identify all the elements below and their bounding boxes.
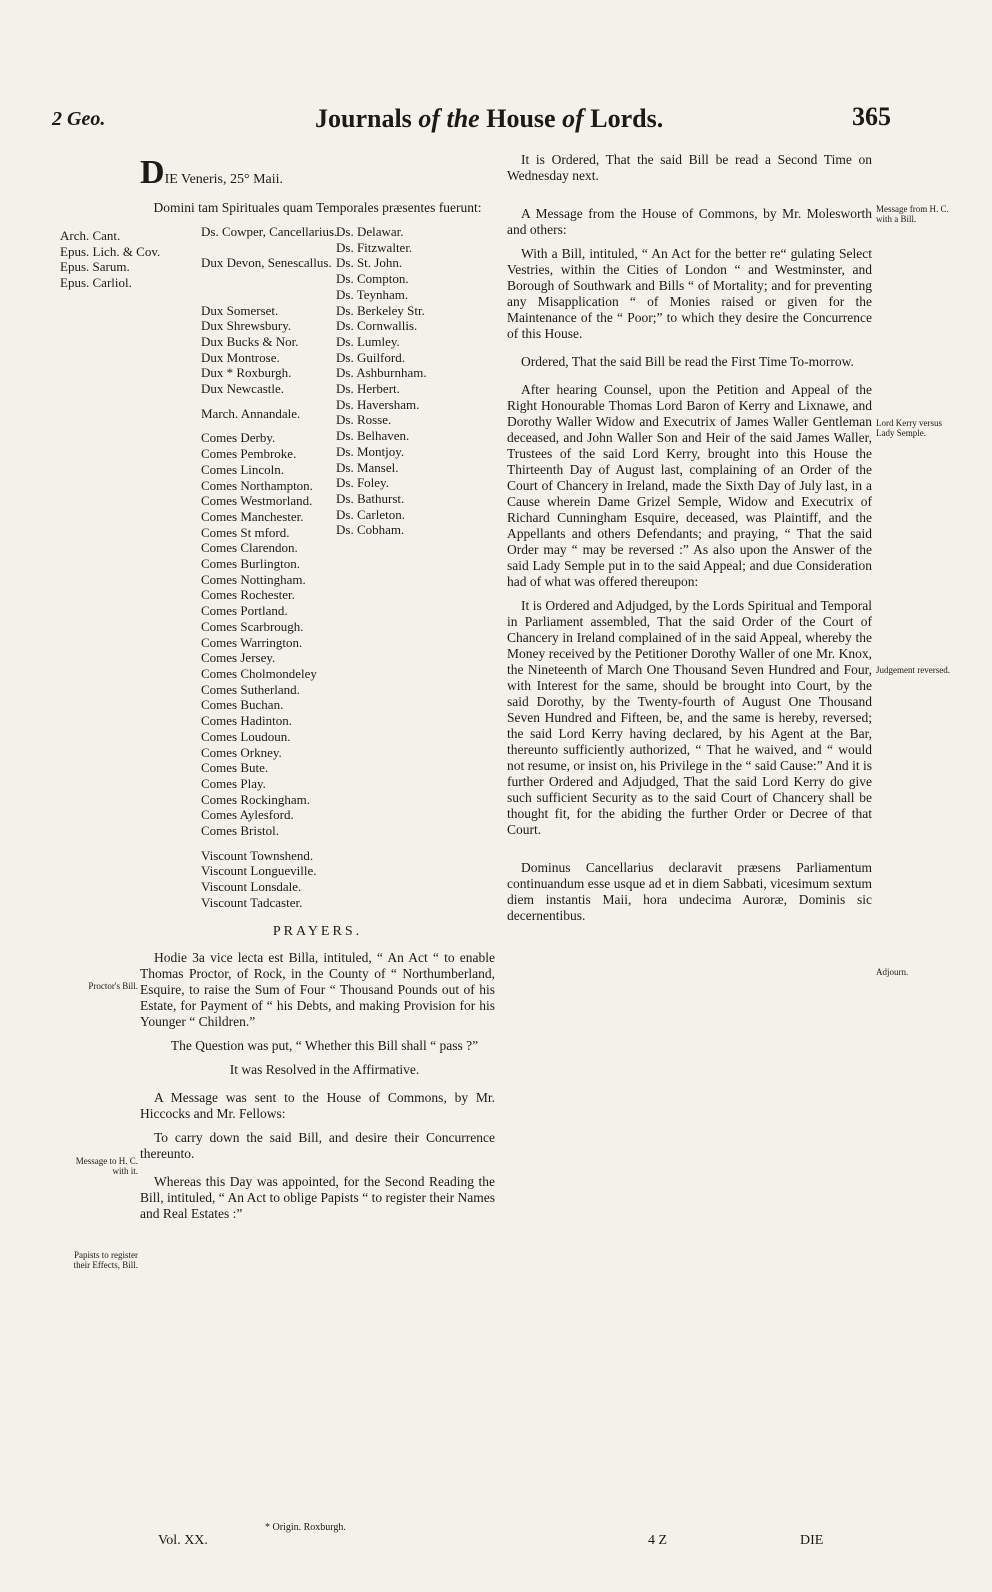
paragraph-judgement: It is Ordered and Adjudged, by the Lords Spiritual and Temporal in Parliament assembled, That the said Order of the Court of Chancery in Ireland complained of in the said Appeal, whereby the Money received by the Petitioner Dorothy Waller of one Mr. Knox, the Nineteenth of March One Thousand Seven Hundred and Four, with Interest for the same, should be brought into Court, by the said Dorothy, by the Twenty-fourth of August One Thousand Seven Hundred and Fifteen, be, and the same is hereby, reversed; the said Lord Kerry having declared, by his Agent at the Bar, thereunto sufficiently authorized, “ That he waived, and “ would not resume, or insist on, his Privilege in the “ said Cause:” And it is further Ordered and Adjudged, That the said Lord Kerry do give such sufficient Security as to the said Court of Chancery shall be thought fit, for the abiding the further Order or Decree of that Court. (507, 598, 872, 837)
peers_col2-entry: Comes Loudoun. (201, 728, 291, 744)
paragraph-vestries-bill: With a Bill, intituled, “ An Act for the better re“ gulating Select Vestries, within the Cities of London “ and Westminster, and Borough of Southwark and Bills “ of Mortality; and for preventing any Misapplication “ of Monies raised or given for the Maintenance of the “ Poor;” to which they desire the Concurrence of this House. (507, 246, 872, 341)
margin-note-message: Message to H. C. with it. (75, 1156, 138, 1176)
margin-note-adjourn: Adjourn. (876, 967, 909, 977)
peers_col2-entry: Ds. Cowper, Cancellarius. (201, 224, 338, 239)
peers_col3-entry: Ds. Compton. (336, 271, 409, 287)
peers_col2-entry: Dux Montrose. (201, 349, 280, 365)
peers_col3-entry: Ds. Belhaven. (336, 428, 410, 444)
peers_col2-entry: Comes Warrington. (201, 634, 303, 650)
footnote: * Origin. Roxburgh. (265, 1522, 346, 1533)
peers_col2-entry: Comes Scarbrough. (201, 618, 304, 634)
peers_col2-entry: Comes Play. (201, 775, 266, 791)
spacer (201, 271, 337, 287)
peers_col3-entry: Ds. St. John. (336, 255, 403, 271)
peers_col3-entry: Ds. Herbert. (336, 381, 400, 397)
present-heading: Domini tam Spirituales quam Temporales præsentes fuerunt: (153, 200, 482, 215)
peers_col2-entry: Comes Manchester. (201, 508, 304, 524)
prayers-heading: PRAYERS. (272, 924, 363, 939)
peers_col2-entry: Comes Bristol. (201, 823, 280, 839)
spacer (201, 421, 337, 430)
spacer (201, 839, 337, 848)
peers_col2-entry: Comes Lincoln. (201, 461, 285, 477)
peers_col3-entry: Ds. Berkeley Str. (336, 302, 425, 318)
peers_col2-entry: Comes Rockingham. (201, 791, 311, 807)
peers_col2-entry: Comes Rochester. (201, 587, 295, 603)
peers_col2-entry: Comes St mford. (201, 524, 290, 540)
peers_col2-entry: Dux * Roxburgh. (201, 365, 292, 381)
peers_col3-entry: Ds. Montjoy. (336, 443, 405, 459)
peers_col2-entry: Comes Northampton. (201, 477, 313, 493)
paragraph-message-commons: A Message from the House of Commons, by Mr. Molesworth and others: (507, 206, 872, 237)
peers_col2-entry: Viscount Tadcaster. (201, 894, 303, 910)
spacer (201, 397, 337, 406)
peers_col2-entry: Viscount Townshend. (201, 847, 314, 863)
bishops-entry: Arch. Cant. (60, 228, 121, 243)
peers_col3-entry: Ds. Cobham. (336, 522, 405, 538)
bishops-entry: Epus. Carliol. (60, 275, 132, 291)
peers_col2-entry: Viscount Lonsdale. (201, 879, 302, 895)
paragraph-message-sent: A Message was sent to the House of Commons, by Mr. Hiccocks and Mr. Fellows: (140, 1090, 495, 1121)
paragraph-kerry-appeal: After hearing Counsel, upon the Petition and Appeal of the Right Honourable Thomas Lord Baron of Kerry and Lixnawe, and Dorothy Waller Widow and Executrix of James Waller Gentleman deceased, and John Waller Son and Heir of the said James Waller, Trustees of the said Lord Kerry, brought into this House the Thirteenth Day of August last, complaining of an Order of the Court of Chancery in Ireland, made the Sixth Day of July last, in a Cause wherein Dame Grizel Semple, Widow and Executrix of Richard Cunningham Esquire, deceased, was Plaintiff, and the Appellants and others Defendants; and praying, “ That the said Order may “ may be reversed :” As also upon the Answer of the said Lady Semple put in to the said Appeal; and due Consideration had of what was offered thereupon: (507, 382, 872, 589)
page-number: 365 (852, 102, 891, 131)
peers_col3-entry: Ds. Mansel. (336, 459, 399, 475)
peers_col2-entry: Comes Hadinton. (201, 713, 292, 729)
margin-note-papists: Papists to register their Effects, Bill. (73, 1250, 138, 1270)
peers_col2-entry: Comes Orkney. (201, 744, 282, 760)
paragraph-adjournment: Dominus Cancellarius declaravit præsens Parliamentum continuandum esse usque ad et in diem Sabbati, vicesimum sextum diem instantis Maii, hora undecima Auroræ, Dominis sic decernentibus. (507, 860, 872, 923)
peers_col3-entry: Ds. Foley. (336, 475, 389, 491)
peers_col2-entry: Comes Nottingham. (201, 571, 306, 587)
paragraph-second-reading: It is Ordered, That the said Bill be read a Second Time on Wednesday next. (507, 152, 872, 183)
peers_col2-entry: Dux Bucks & Nor. (201, 333, 299, 349)
peers_col2-entry: Dux Newcastle. (201, 381, 285, 397)
peers_col2-entry: Comes Clarendon. (201, 540, 298, 556)
peers_col2-entry: Comes Burlington. (201, 556, 300, 572)
right-column (507, 152, 872, 932)
peers_col2-entry: Comes Jersey. (201, 650, 276, 666)
peers_col3-entry: Ds. Rosse. (336, 412, 392, 428)
peers_col3-entry: Ds. Cornwallis. (336, 318, 418, 334)
header-title: Journals of the House of Lords. (315, 104, 664, 133)
peers_col3-entry: Ds. Delawar. (336, 224, 404, 239)
peers_col3-entry: Ds. Fitzwalter. (336, 239, 413, 255)
peers_col3-entry: Ds. Bathurst. (336, 490, 405, 506)
margin-note-message-hc: Message from H. C. with a Bill. (876, 204, 949, 224)
peers_col2-entry: Comes Bute. (201, 760, 269, 776)
peers_col2-entry: Comes Cholmondeley (201, 665, 317, 681)
peers-list (60, 224, 495, 914)
peers-column-right (336, 224, 427, 538)
paragraph-papists: Whereas this Day was appointed, for the Second Reading the Bill, intituled, “ An Act to oblige Papists “ to register their Names and Real Estates :” (140, 1174, 495, 1221)
session-date: DIE Veneris, 25° Maii. (140, 154, 284, 191)
margin-note-kerry: Lord Kerry versus Lady Semple. (876, 418, 942, 438)
peers_col3-entry: Ds. Ashburnham. (336, 365, 427, 381)
peers_col3-entry: Ds. Guilford. (336, 349, 405, 365)
peers_col3-entry: Ds. Teynham. (336, 286, 409, 302)
paragraph-ordered-first-time: Ordered, That the said Bill be read the First Time To-morrow. (521, 354, 854, 369)
margin-note-proctor: Proctor's Bill. (88, 981, 138, 991)
header-left: 2 Geo. (52, 108, 106, 130)
paragraph-resolved: It was Resolved in the Affirmative. (229, 1062, 420, 1077)
bishops-entry: Epus. Sarum. (60, 259, 130, 275)
footer-signature: 4 Z (648, 1533, 668, 1548)
peers_col2-entry: Viscount Longueville. (201, 863, 317, 879)
paragraph-question: The Question was put, “ Whether this Bill shall “ pass ?” (170, 1038, 479, 1053)
peers_col2-entry: Comes Sutherland. (201, 681, 300, 697)
peers_col2-entry: Comes Buchan. (201, 697, 284, 713)
peers_col3-entry: Ds. Carleton. (336, 506, 405, 522)
margin-note-judgement: Judgement reversed. (876, 665, 950, 675)
paragraph-proctor-bill: Hodie 3a vice lecta est Billa, intituled, “ An Act “ to enable Thomas Proctor, of Rock, in the County of “ Northumberland, Esquire, to raise the Sum of Four “ Thousand Pounds out of his Estate, for Payment of “ his Debts, and making Provision for his Younger “ Children.” (140, 950, 495, 1029)
peers_col2-entry: Comes Pembroke. (201, 446, 297, 462)
peers_col2-entry: Dux Somerset. (201, 302, 279, 318)
spacer (201, 240, 337, 256)
peers_col3-entry: Ds. Lumley. (336, 333, 400, 349)
footer-volume: Vol. XX. (158, 1533, 208, 1548)
bishops-column (60, 228, 160, 291)
peers_col2-entry: March. Annandale. (201, 405, 301, 421)
peers_col2-entry: Dux Shrewsbury. (201, 318, 292, 334)
peers_col2-entry: Comes Westmorland. (201, 493, 313, 509)
footer-catchword: DIE (800, 1533, 824, 1548)
paragraph-carry-down: To carry down the said Bill, and desire their Concurrence thereunto. (140, 1130, 495, 1161)
bishops-entry: Epus. Lich. & Cov. (60, 243, 161, 259)
peers_col3-entry: Ds. Haversham. (336, 396, 420, 412)
peers_col2-entry: Comes Derby. (201, 430, 276, 446)
peers_col2-entry: Comes Portland. (201, 603, 288, 619)
peers_col2-entry: Comes Aylesford. (201, 807, 294, 823)
peers-column-middle (201, 224, 337, 911)
peers_col2-entry: Dux Devon, Senescallus. (201, 255, 332, 271)
spacer (201, 287, 337, 303)
